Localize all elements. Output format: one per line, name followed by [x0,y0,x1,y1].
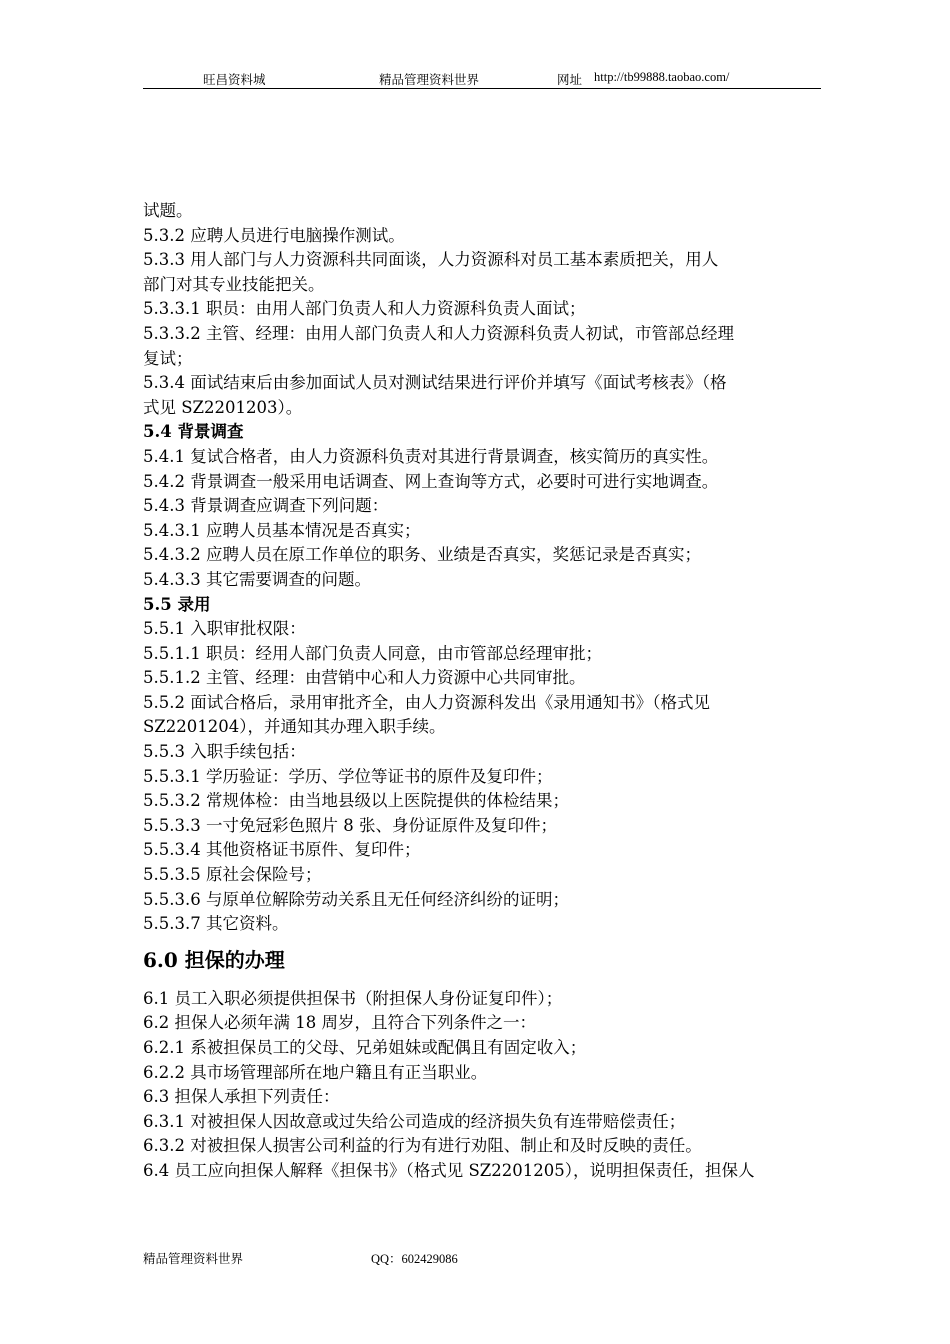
body-line: 6.3 担保人承担下列责任： [143,1087,340,1107]
body-line: 5.5.2 面试合格后，录用审批齐全，由人力资源科发出《录用通知书》（格式见 [143,692,710,712]
body-paragraphs [143,199,823,937]
body-line: 6.2.2 具市场管理部所在地户籍且有正当职业。 [143,1062,488,1082]
body-line: 5.5.3.3 一寸免冠彩色照片 8 张、身份证原件及复印件； [143,815,557,835]
body-line: 部门对其专业技能把关。 [143,274,325,294]
body-line: 5.3.3 用人部门与人力资源科共同面谈，人力资源科对员工基本素质把关，用人 [143,250,719,270]
body-line: 复试； [143,348,193,368]
body-line: 5.5.3 入职手续包括： [143,742,306,762]
body-line: 5.4.3.1 应聘人员基本情况是否真实； [143,520,421,540]
footer-left-text: 精品管理资料世界 [143,1252,244,1266]
body-line: 5.5.3.1 学历验证：学历、学位等证书的原件及复印件； [143,766,553,786]
header-middle-text: 精品管理资料世界 [379,73,480,87]
body-line: 6.3.1 对被担保人因故意或过失给公司造成的经济损失负有连带赔偿责任； [143,1111,686,1131]
body-line: 6.3.2 对被担保人损害公司利益的行为有进行劝阻、制止和及时反映的责任。 [143,1136,702,1156]
body-line: 5.4.3 背景调查应调查下列问题： [143,496,389,516]
page-footer [143,1249,821,1267]
body-line: 5.3.3.1 职员：由用人部门负责人和人力资源科负责人面试； [143,299,586,319]
header-url: http://tb99888.taobao.com/ [594,70,730,84]
section-6-paragraphs [143,987,823,1184]
body-line: 式见 SZ2201203）。 [143,397,303,417]
body-line: 5.5.3.6 与原单位解除劳动关系且无任何经济纠纷的证明； [143,889,569,909]
body-line: 6.1 员工入职必须提供担保书（附担保人身份证复印件）； [143,988,563,1008]
body-line: 5.5.1 入职审批权限： [143,619,306,639]
body-line: 6.2 担保人必须年满 18 周岁，且符合下列条件之一： [143,1013,536,1033]
section-6-title: 6.0 担保的办理 [143,947,285,972]
footer-qq: QQ：602429086 [371,1252,458,1266]
body-line: 5.5.1.1 职员：经用人部门负责人同意，由市管部总经理审批； [143,643,602,663]
body-line: 5.3.4 面试结束后由参加面试人员对测试结果进行评价并填写《面试考核表》（格 [143,373,727,393]
header-divider [143,88,821,89]
body-line: SZ2201204），并通知其办理入职手续。 [143,717,446,737]
body-line: 6.4 员工应向担保人解释《担保书》（格式见 SZ2201205），说明担保责任，担保人 [143,1160,755,1180]
body-line: 5.5.3.2 常规体检：由当地县级以上医院提供的体检结果； [143,791,569,811]
document-body [143,199,823,1184]
body-line: 5.4.2 背景调查一般采用电话调查、网上查询等方式，必要时可进行实地调查。 [143,471,719,491]
header-url-label: 网址 [557,73,583,87]
body-line: 5.3.2 应聘人员进行电脑操作测试。 [143,225,405,245]
body-line: 5.4.3.3 其它需要调查的问题。 [143,569,371,589]
body-line: 5.4.1 复试合格者，由人力资源科负责对其进行背景调查，核实简历的真实性。 [143,446,719,466]
section-heading: 5.5 录用 [143,594,211,614]
body-line: 5.5.1.2 主管、经理：由营销中心和人力资源中心共同审批。 [143,668,586,688]
header-left-text: 旺昌资料城 [203,73,266,87]
body-line: 5.5.3.7 其它资料。 [143,914,289,934]
body-line: 试题。 [143,201,193,220]
body-line: 5.4.3.2 应聘人员在原工作单位的职务、业绩是否真实，奖惩记录是否真实； [143,545,701,565]
page-header [143,70,821,90]
body-line: 5.5.3.4 其他资格证书原件、复印件； [143,840,421,860]
body-line: 6.2.1 系被担保员工的父母、兄弟姐妹或配偶且有固定收入； [143,1038,587,1057]
body-line: 5.5.3.5 原社会保险号； [143,865,322,885]
body-line: 5.3.3.2 主管、经理：由用人部门负责人和人力资源科负责人初试，市管部总经理 [143,323,734,343]
section-heading: 5.4 背景调查 [143,422,244,442]
